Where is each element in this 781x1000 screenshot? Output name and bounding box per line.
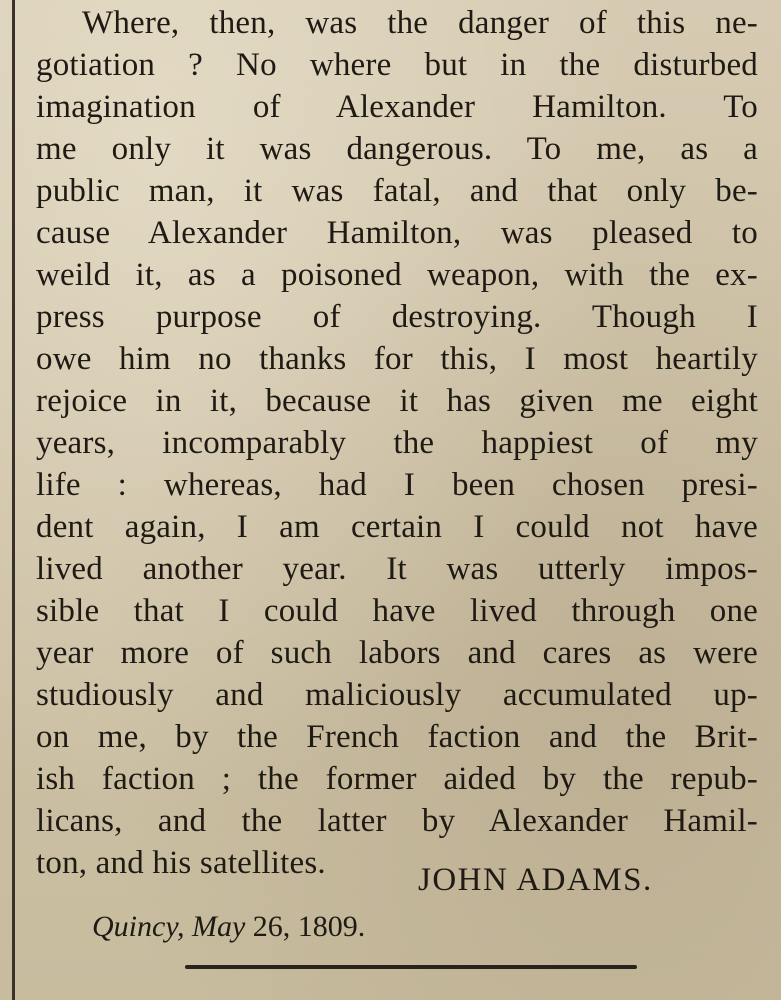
article-line: imagination of Alexander Hamilton. To [36, 89, 758, 125]
article-line: owe him no thanks for this, I most heartily [36, 341, 758, 377]
article-line: ish faction ; the former aided by the repub- [36, 761, 758, 797]
article-line: public man, it was fatal, and that only be- [36, 173, 758, 209]
article-line: ton, and his satellites. [36, 845, 326, 881]
article-line: sible that I could have lived through one [36, 593, 758, 629]
article-line: on me, by the French faction and the Brit- [36, 719, 758, 755]
article-line: dent again, I am certain I could not have [36, 509, 758, 545]
article-line: year more of such labors and cares as were [36, 635, 758, 671]
closing-rule [185, 965, 637, 969]
dateline-place: Quincy, [92, 910, 185, 943]
dateline [92, 910, 365, 944]
signature: JOHN ADAMS. [418, 862, 653, 898]
article-line: gotiation ? No where but in the disturbed [36, 47, 758, 83]
article-body [36, 2, 758, 884]
column-rule [12, 0, 15, 1000]
article-line: Where, then, was the danger of this ne- [82, 5, 758, 41]
article-line: years, incomparably the happiest of my [36, 425, 758, 461]
dateline-month: May [191, 910, 246, 943]
article-line: lived another year. It was utterly impos- [36, 551, 758, 587]
article-line: rejoice in it, because it has given me eight [36, 383, 758, 419]
article-line: life : whereas, had I been chosen presi- [36, 467, 758, 503]
article-line: me only it was dangerous. To me, as a [36, 131, 758, 167]
dateline-date: 26, 1809. [252, 910, 366, 943]
article-line: press purpose of destroying. Though I [36, 299, 758, 335]
article-line: licans, and the latter by Alexander Hamil- [36, 803, 758, 839]
article-line: weild it, as a poisoned weapon, with the ex- [36, 257, 758, 293]
article-line: cause Alexander Hamilton, was pleased to [36, 215, 758, 251]
article-line: studiously and maliciously accumulated up- [36, 677, 758, 713]
